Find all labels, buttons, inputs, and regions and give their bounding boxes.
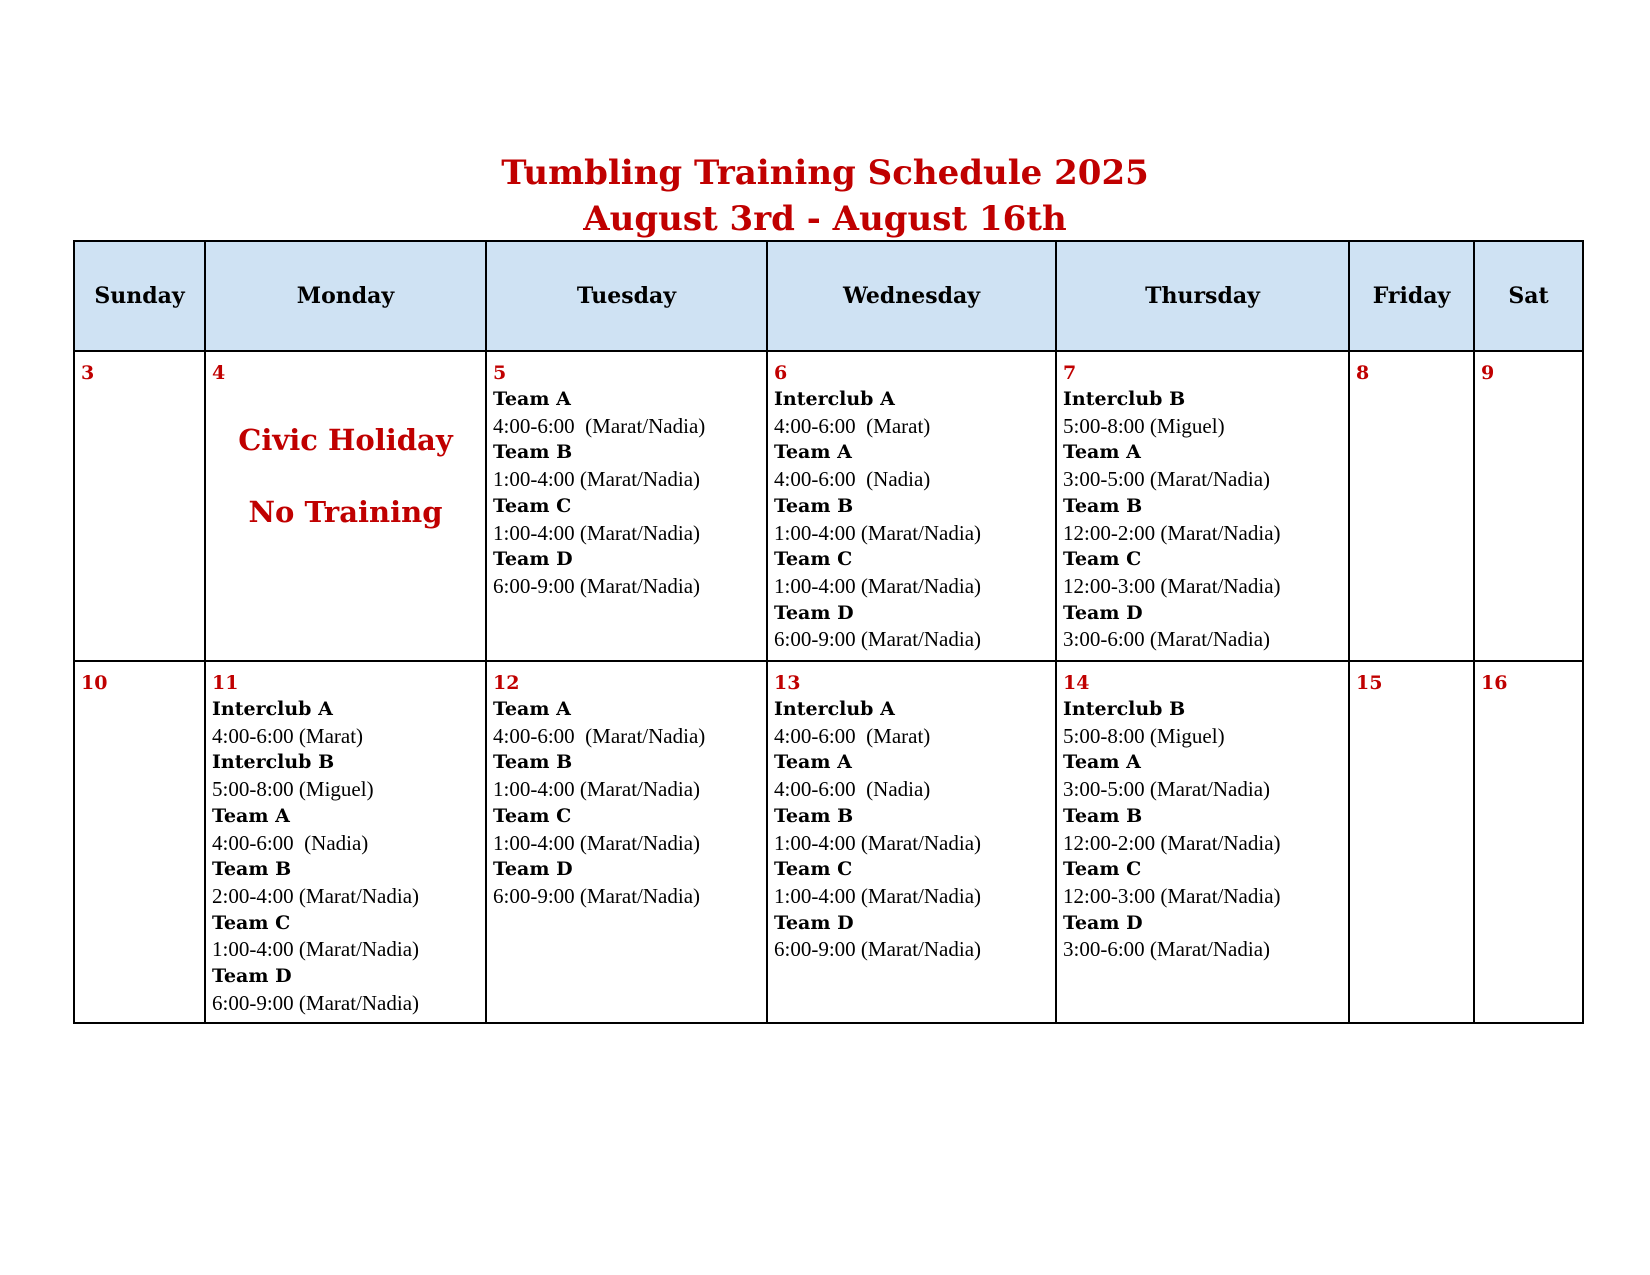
- session-entry: [493, 386, 760, 439]
- session-team: Team A: [774, 751, 852, 774]
- session-entry: [774, 386, 1049, 439]
- session-team: Team A: [774, 441, 852, 464]
- session-team: Team C: [774, 858, 853, 881]
- weekday-header-wednesday: Wednesday: [767, 241, 1056, 351]
- session-time-coach: 1:00-4:00 (Marat/Nadia): [774, 520, 982, 545]
- day-cell: [1349, 351, 1474, 661]
- session-time-coach: 1:00-4:00 (Marat/Nadia): [493, 520, 701, 545]
- session-time-coach: 4:00-6:00 (Marat/Nadia): [493, 723, 706, 748]
- session-entry: [493, 439, 760, 492]
- day-cell: [767, 661, 1056, 1023]
- session-team: Team D: [774, 911, 854, 934]
- session-time-coach: 3:00-6:00 (Marat/Nadia): [1063, 627, 1271, 652]
- session-entry: [774, 856, 1049, 909]
- weekday-header-thursday: Thursday: [1056, 241, 1349, 351]
- session-time-coach: 4:00-6:00 (Marat/Nadia): [493, 413, 706, 438]
- session-team: Team B: [1063, 494, 1143, 517]
- session-team: Team A: [493, 698, 571, 720]
- session-time-coach: 1:00-4:00 (Marat/Nadia): [493, 830, 701, 855]
- day-cell: [205, 351, 486, 661]
- day-cell: [74, 351, 205, 661]
- session-entry: [774, 749, 1049, 802]
- session-entry: [1063, 696, 1342, 749]
- day-cell: [205, 661, 486, 1023]
- session-entry: [774, 696, 1049, 749]
- day-number: 14: [1063, 672, 1090, 694]
- session-entry: [774, 439, 1049, 492]
- session-entry: [1063, 493, 1342, 546]
- holiday-note: No Training: [248, 495, 443, 529]
- weekday-header-row: [74, 241, 1583, 351]
- session-entry: [774, 910, 1049, 963]
- day-cell: [767, 351, 1056, 661]
- session-team: Team B: [493, 441, 573, 464]
- day-number: 10: [81, 672, 108, 694]
- weekday-header-tuesday: Tuesday: [486, 241, 767, 351]
- session-entry: [493, 803, 760, 856]
- session-time-coach: 1:00-4:00 (Marat/Nadia): [493, 467, 701, 492]
- session-time-coach: 1:00-4:00 (Marat/Nadia): [774, 573, 982, 598]
- session-time-coach: 6:00-9:00 (Marat/Nadia): [774, 627, 982, 652]
- weekday-header-sat: Sat: [1474, 241, 1583, 351]
- day-number: 7: [1063, 362, 1077, 384]
- day-cell: [74, 661, 205, 1023]
- session-entry: [1063, 386, 1342, 439]
- week-row: [74, 351, 1583, 661]
- session-time-coach: 2:00-4:00 (Marat/Nadia): [212, 883, 420, 908]
- session-time-coach: 5:00-8:00 (Miguel): [212, 777, 374, 802]
- session-team: Team B: [493, 751, 573, 774]
- title-line-2: August 3rd - August 16th: [583, 199, 1067, 239]
- session-team: Team D: [212, 965, 292, 988]
- session-entry: [212, 856, 479, 909]
- session-entry: [493, 493, 760, 546]
- day-number: 9: [1481, 362, 1495, 384]
- day-number: 12: [493, 672, 520, 694]
- session-entry: [212, 803, 479, 856]
- session-time-coach: 4:00-6:00 (Marat): [774, 413, 931, 438]
- session-team: Team D: [774, 601, 854, 624]
- session-time-coach: 4:00-6:00 (Nadia): [774, 467, 931, 492]
- session-time-coach: 12:00-2:00 (Marat/Nadia): [1063, 830, 1281, 855]
- weekday-header-monday: Monday: [205, 241, 486, 351]
- session-team: Team D: [1063, 911, 1143, 934]
- calendar-table: [73, 240, 1584, 1024]
- session-entry: [493, 856, 760, 909]
- session-time-coach: 12:00-2:00 (Marat/Nadia): [1063, 520, 1281, 545]
- session-team: Team A: [212, 804, 290, 827]
- session-time-coach: 4:00-6:00 (Nadia): [774, 777, 931, 802]
- day-number: 6: [774, 362, 788, 384]
- session-time-coach: 3:00-5:00 (Marat/Nadia): [1063, 777, 1271, 802]
- weekday-header-friday: Friday: [1349, 241, 1474, 351]
- session-entry: [212, 910, 479, 963]
- weekday-header-sunday: Sunday: [74, 241, 205, 351]
- session-team: Interclub A: [212, 698, 333, 720]
- session-team: Team C: [774, 548, 853, 571]
- session-time-coach: 12:00-3:00 (Marat/Nadia): [1063, 883, 1281, 908]
- session-entry: [1063, 546, 1342, 599]
- session-entry: [774, 546, 1049, 599]
- session-team: Team C: [212, 911, 291, 934]
- session-entry: [1063, 600, 1342, 653]
- session-time-coach: 1:00-4:00 (Marat/Nadia): [774, 830, 982, 855]
- day-number: 5: [493, 362, 507, 384]
- session-team: Team D: [493, 858, 573, 881]
- session-time-coach: 4:00-6:00 (Marat): [774, 723, 931, 748]
- day-cell: [486, 661, 767, 1023]
- session-time-coach: 3:00-6:00 (Marat/Nadia): [1063, 937, 1271, 962]
- session-time-coach: 1:00-4:00 (Marat/Nadia): [212, 937, 420, 962]
- session-team: Interclub A: [774, 698, 895, 720]
- day-number: 4: [212, 362, 226, 384]
- session-entry: [493, 749, 760, 802]
- day-number: 11: [212, 672, 239, 694]
- day-number: 13: [774, 672, 801, 694]
- session-entry: [493, 546, 760, 599]
- day-cell: [1474, 351, 1583, 661]
- session-team: Interclub A: [774, 388, 895, 410]
- session-entry: [1063, 856, 1342, 909]
- session-entry: [493, 696, 760, 749]
- session-time-coach: 12:00-3:00 (Marat/Nadia): [1063, 573, 1281, 598]
- session-time-coach: 1:00-4:00 (Marat/Nadia): [493, 777, 701, 802]
- session-time-coach: 5:00-8:00 (Miguel): [1063, 413, 1225, 438]
- day-cell: [1349, 661, 1474, 1023]
- session-time-coach: 1:00-4:00 (Marat/Nadia): [774, 883, 982, 908]
- session-time-coach: 3:00-5:00 (Marat/Nadia): [1063, 467, 1271, 492]
- session-entry: [212, 696, 479, 749]
- session-time-coach: 6:00-9:00 (Marat/Nadia): [493, 573, 701, 598]
- session-team: Team B: [774, 804, 854, 827]
- day-number: 3: [81, 362, 95, 384]
- day-cell: [1056, 661, 1349, 1023]
- session-time-coach: 4:00-6:00 (Nadia): [212, 830, 369, 855]
- session-entry: [1063, 439, 1342, 492]
- session-team: Interclub B: [1063, 698, 1186, 720]
- session-time-coach: 5:00-8:00 (Miguel): [1063, 723, 1225, 748]
- session-time-coach: 4:00-6:00 (Marat): [212, 723, 364, 748]
- session-team: Team D: [1063, 601, 1143, 624]
- session-time-coach: 6:00-9:00 (Marat/Nadia): [212, 990, 420, 1015]
- session-team: Team B: [212, 858, 292, 881]
- session-entry: [1063, 749, 1342, 802]
- session-team: Team A: [1063, 441, 1141, 464]
- session-entry: [1063, 803, 1342, 856]
- session-team: Team C: [493, 804, 572, 827]
- session-team: Team C: [1063, 548, 1142, 571]
- session-team: Team B: [1063, 804, 1143, 827]
- session-team: Interclub B: [1063, 388, 1186, 410]
- session-entry: [1063, 910, 1342, 963]
- day-cell: [1474, 661, 1583, 1023]
- session-time-coach: 6:00-9:00 (Marat/Nadia): [774, 937, 982, 962]
- session-team: Team C: [493, 494, 572, 517]
- session-team: Team B: [774, 494, 854, 517]
- session-team: Team C: [1063, 858, 1142, 881]
- day-number: 15: [1356, 672, 1383, 694]
- session-team: Team D: [493, 548, 573, 571]
- session-entry: [774, 493, 1049, 546]
- session-entry: [212, 749, 479, 802]
- session-entry: [212, 963, 479, 1016]
- session-entry: [774, 803, 1049, 856]
- day-cell: [486, 351, 767, 661]
- session-time-coach: 6:00-9:00 (Marat/Nadia): [493, 883, 701, 908]
- session-team: Team A: [1063, 751, 1141, 774]
- title-line-1: Tumbling Training Schedule 2025: [501, 153, 1149, 193]
- day-cell: [1056, 351, 1349, 661]
- session-entry: [774, 600, 1049, 653]
- schedule-title: [0, 150, 1650, 242]
- day-number: 8: [1356, 362, 1370, 384]
- day-number: 16: [1481, 672, 1508, 694]
- session-team: Team A: [493, 388, 571, 410]
- holiday-name: Civic Holiday: [238, 423, 453, 457]
- session-team: Interclub B: [212, 751, 335, 774]
- week-row: [74, 661, 1583, 1023]
